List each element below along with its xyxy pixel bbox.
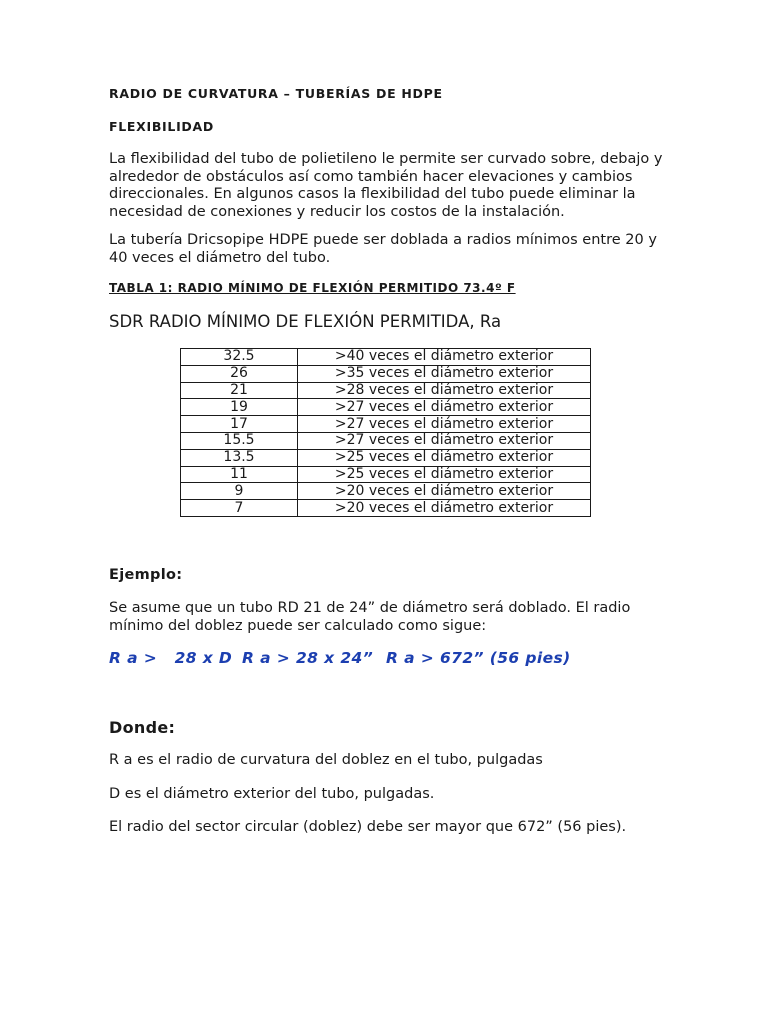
conclusion-line: El radio del sector circular (doblez) debe ser mayor que 672” (56 pies). [109,819,627,835]
formula-substituted: R a > 28 x 24” [242,649,374,667]
table-row [181,500,591,517]
definition-d: D es el diámetro exterior del tubo, pulgadas. [109,786,435,802]
table-row [181,432,591,449]
table-row [181,399,591,416]
sdr-cell: 15.5 [181,432,298,449]
sdr-table [180,348,591,517]
paragraph-min-radius: La tubería Dricsopipe HDPE puede ser doblada a radios mínimos entre 20 y 40 veces el diámetro del tubo. [109,232,657,266]
sdr-cell: 21 [181,382,298,399]
radius-cell: >25 veces el diámetro exterior [298,466,591,483]
sdr-cell: 11 [181,466,298,483]
radius-cell: >27 veces el diámetro exterior [298,399,591,416]
sdr-cell: 26 [181,365,298,382]
radius-cell: >28 veces el diámetro exterior [298,382,591,399]
table-row [181,382,591,399]
formula-result: R a > 672” (56 pies) [386,649,571,667]
table-row [181,449,591,466]
sdr-cell: 7 [181,500,298,517]
formula-general: R a > 28 x D [109,649,233,667]
table-title: TABLA 1: RADIO MÍNIMO DE FLEXIÓN PERMITIDO 73.4º F [109,281,516,295]
definition-ra: R a es el radio de curvatura del doblez en el tubo, pulgadas [109,752,543,768]
example-heading: Ejemplo: [109,567,183,583]
radius-cell: >40 veces el diámetro exterior [298,349,591,366]
radius-cell: >35 veces el diámetro exterior [298,365,591,382]
sdr-cell: 17 [181,416,298,433]
section-heading: FLEXIBILIDAD [109,119,214,134]
document-title: RADIO DE CURVATURA – TUBERÍAS DE HDPE [109,86,443,101]
sdr-cell: 9 [181,483,298,500]
sdr-cell: 32.5 [181,349,298,366]
radius-cell: >20 veces el diámetro exterior [298,500,591,517]
table-row [181,483,591,500]
radius-cell: >20 veces el diámetro exterior [298,483,591,500]
sdr-cell: 19 [181,399,298,416]
table-row [181,349,591,366]
where-heading: Donde: [109,718,176,737]
sdr-cell: 13.5 [181,449,298,466]
radius-cell: >25 veces el diámetro exterior [298,449,591,466]
table-row [181,466,591,483]
radius-cell: >27 veces el diámetro exterior [298,416,591,433]
paragraph-flexibility: La flexibilidad del tubo de polietileno le permite ser curvado sobre, debajo y alrededor de obstáculos así como también hacer elevaciones y cambios direccionales. En algunos casos la flexibilidad del tubo puede eliminar la necesidad de conexiones y reducir los costos de la instalación. [109,151,663,220]
table-row [181,365,591,382]
radius-cell: >27 veces el diámetro exterior [298,432,591,449]
table-row [181,416,591,433]
paragraph-example: Se asume que un tubo RD 21 de 24” de diámetro será doblado. El radio mínimo del doblez puede ser calculado como sigue: [109,600,631,634]
table-header: SDR RADIO MÍNIMO DE FLEXIÓN PERMITIDA, Ra [109,312,502,331]
